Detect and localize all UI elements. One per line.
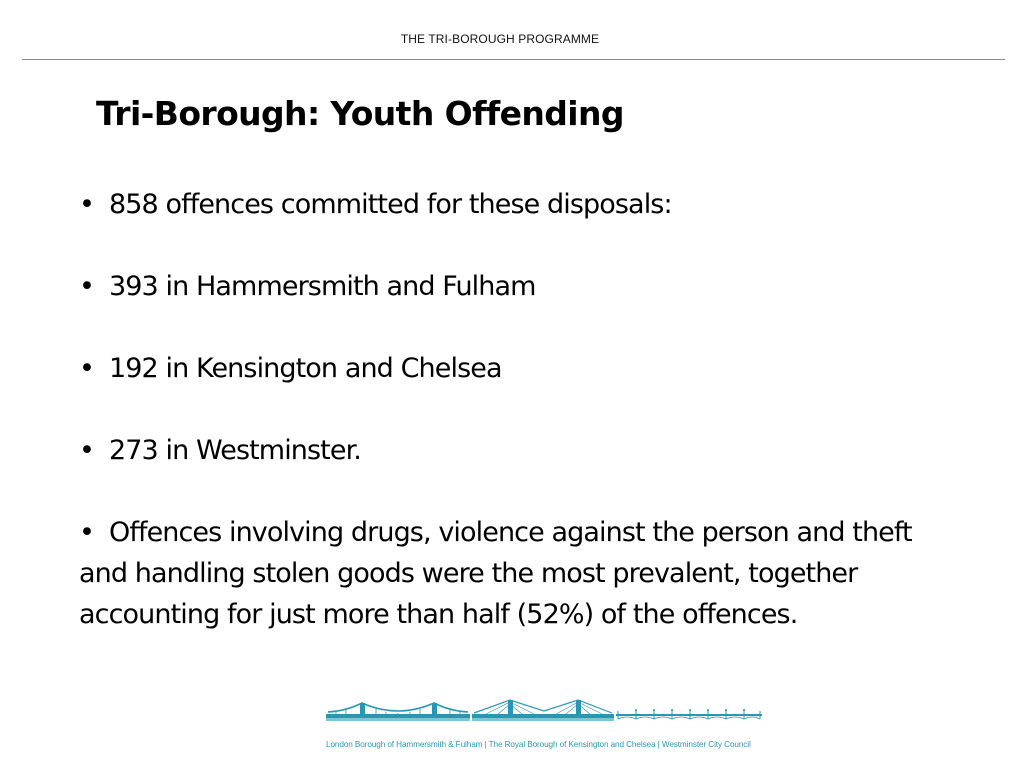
bullet-item [79, 348, 502, 389]
bullet-item [79, 184, 672, 225]
bullet-item [79, 266, 536, 307]
councils-caption: London Borough of Hammersmith & Fulham | The Royal Borough of Kensington and Chelsea | Westminster City Council [326, 740, 751, 749]
bullet-marker: • [79, 517, 95, 548]
bullet-marker: • [79, 435, 95, 466]
slide-title: Tri-Borough: Youth Offending [96, 94, 624, 133]
bullet-item [79, 512, 919, 635]
bullet-text: 192 in Kensington and Chelsea [109, 353, 502, 384]
albert-bridge-icon [472, 700, 614, 721]
bullet-text: 858 offences committed for these disposals: [109, 189, 672, 220]
bullet-marker: • [79, 189, 95, 220]
programme-label: THE TRI-BOROUGH PROGRAMME [400, 32, 600, 46]
header-divider [22, 59, 1005, 60]
bullet-text: 273 in Westminster. [109, 435, 361, 466]
bullet-marker: • [79, 353, 95, 384]
bridges-logo-icon [326, 695, 762, 727]
bullet-item [79, 430, 361, 471]
bullet-text: 393 in Hammersmith and Fulham [109, 271, 536, 302]
westminster-bridge-icon [616, 710, 762, 719]
bullet-text: Offences involving drugs, violence against the person and theft and handling stolen goods were the most prevalent, together accounting for just more than half (52%) of the offences. [79, 517, 912, 630]
hammersmith-bridge-icon [326, 703, 470, 721]
bullet-marker: • [79, 271, 95, 302]
